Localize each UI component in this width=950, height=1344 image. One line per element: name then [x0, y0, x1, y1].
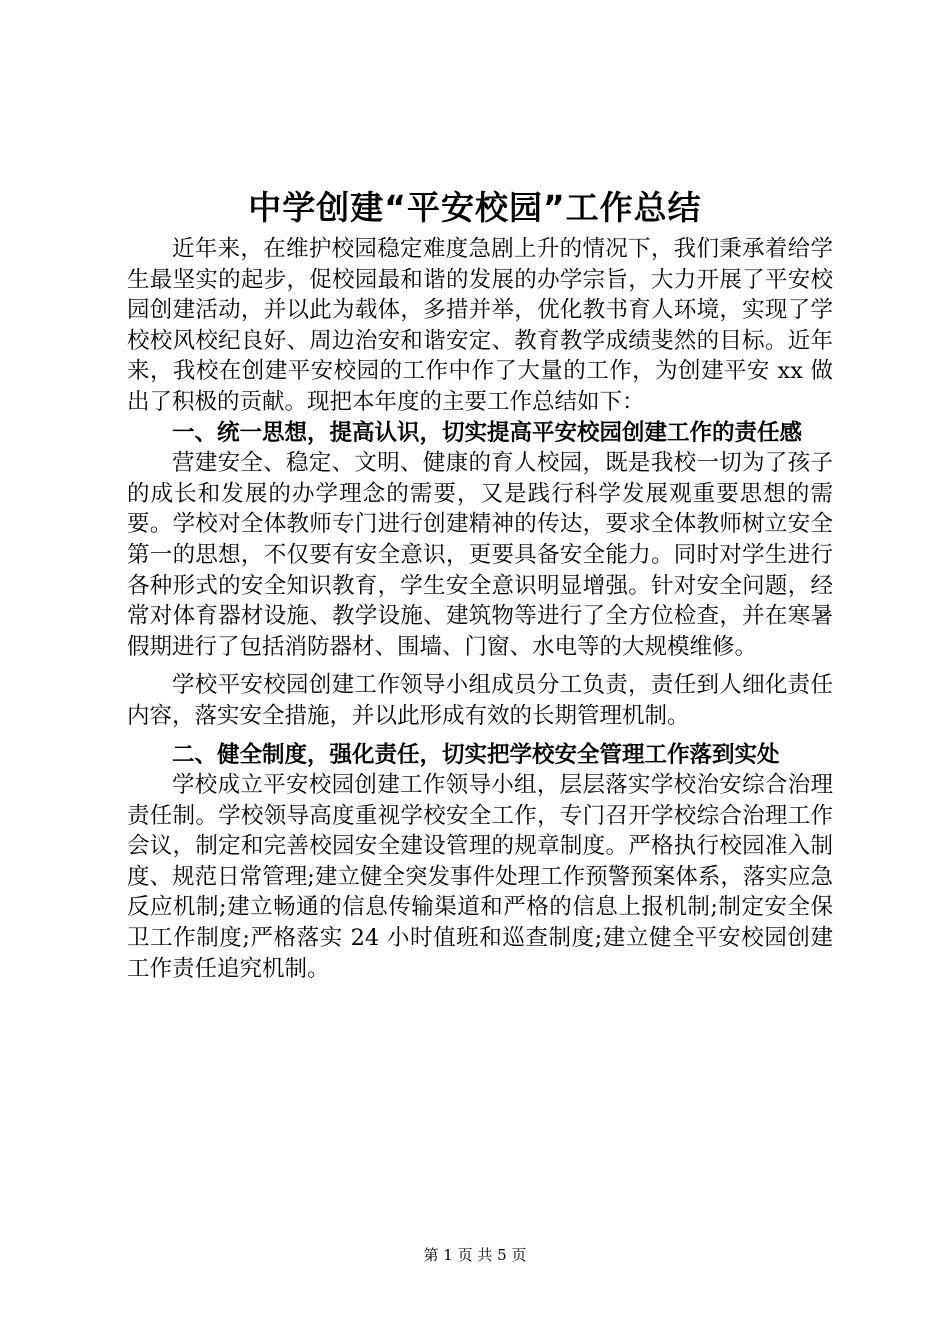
- document-body: [127, 234, 833, 984]
- section-1-paragraph-2: 学校平安校园创建工作领导小组成员分工负责，责任到人细化责任内容，落实安全措施，并以此形成有效的长期管理机制。: [127, 672, 833, 729]
- intro-paragraph: 近年来，在维护校园稳定难度急剧上升的情况下，我们秉承着给学生最坚实的起步，促校园最和谐的发展的办学宗旨，大力开展了平安校园创建活动，并以此为载体，多措并举，优化教书育人环境，实现了学校校风校纪良好、周边治安和谐安定、教育教学成绩斐然的目标。近年来，我校在创建平安校园的工作中作了大量的工作，为创建平安 xx 做出了积极的贡献。现把本年度的主要工作总结如下：: [127, 236, 833, 415]
- section-heading-2: 二、健全制度，强化责任，切实把学校安全管理工作落到实处: [172, 741, 780, 768]
- section-heading-1: 一、统一思想，提高认识，切实提高平安校园创建工作的责任感: [172, 419, 803, 446]
- section-2-paragraph-1: 学校成立平安校园创建工作领导小组，层层落实学校治安综合治理责任制。学校领导高度重视学校安全工作，专门召开学校综合治理工作会议，制定和完善校园安全建设管理的规章制度。严格执行校园准入制度、规范日常管理;建立健全突发事件处理工作预警预案体系，落实应急反应机制;建立畅通的信息传输渠道和严格的信息上报机制;制定安全保卫工作制度;严格落实 24 小时值班和巡查制度;建立健全平安校园创建工作责任追究机制。: [127, 772, 833, 982]
- section-1-paragraph-1: 营建安全、稳定、文明、健康的育人校园，既是我校一切为了孩子的成长和发展的办学理念的需要，又是践行科学发展观重要思想的需要。学校对全体教师专门进行创建精神的传达，要求全体教师树立安全第一的思想，不仅要有安全意识，更要具备安全能力。同时对学生进行各种形式的安全知识教育，学生安全意识明显增强。针对安全问题，经常对体育器材设施、教学设施、建筑物等进行了全方位检查，并在寒暑假期进行了包括消防器材、围墙、门窗、水电等的大规模维修。: [127, 450, 833, 660]
- page-number-footer: 第 1 页 共 5 页: [423, 1246, 527, 1264]
- document-title: 中学创建“平安校园”工作总结: [248, 188, 702, 227]
